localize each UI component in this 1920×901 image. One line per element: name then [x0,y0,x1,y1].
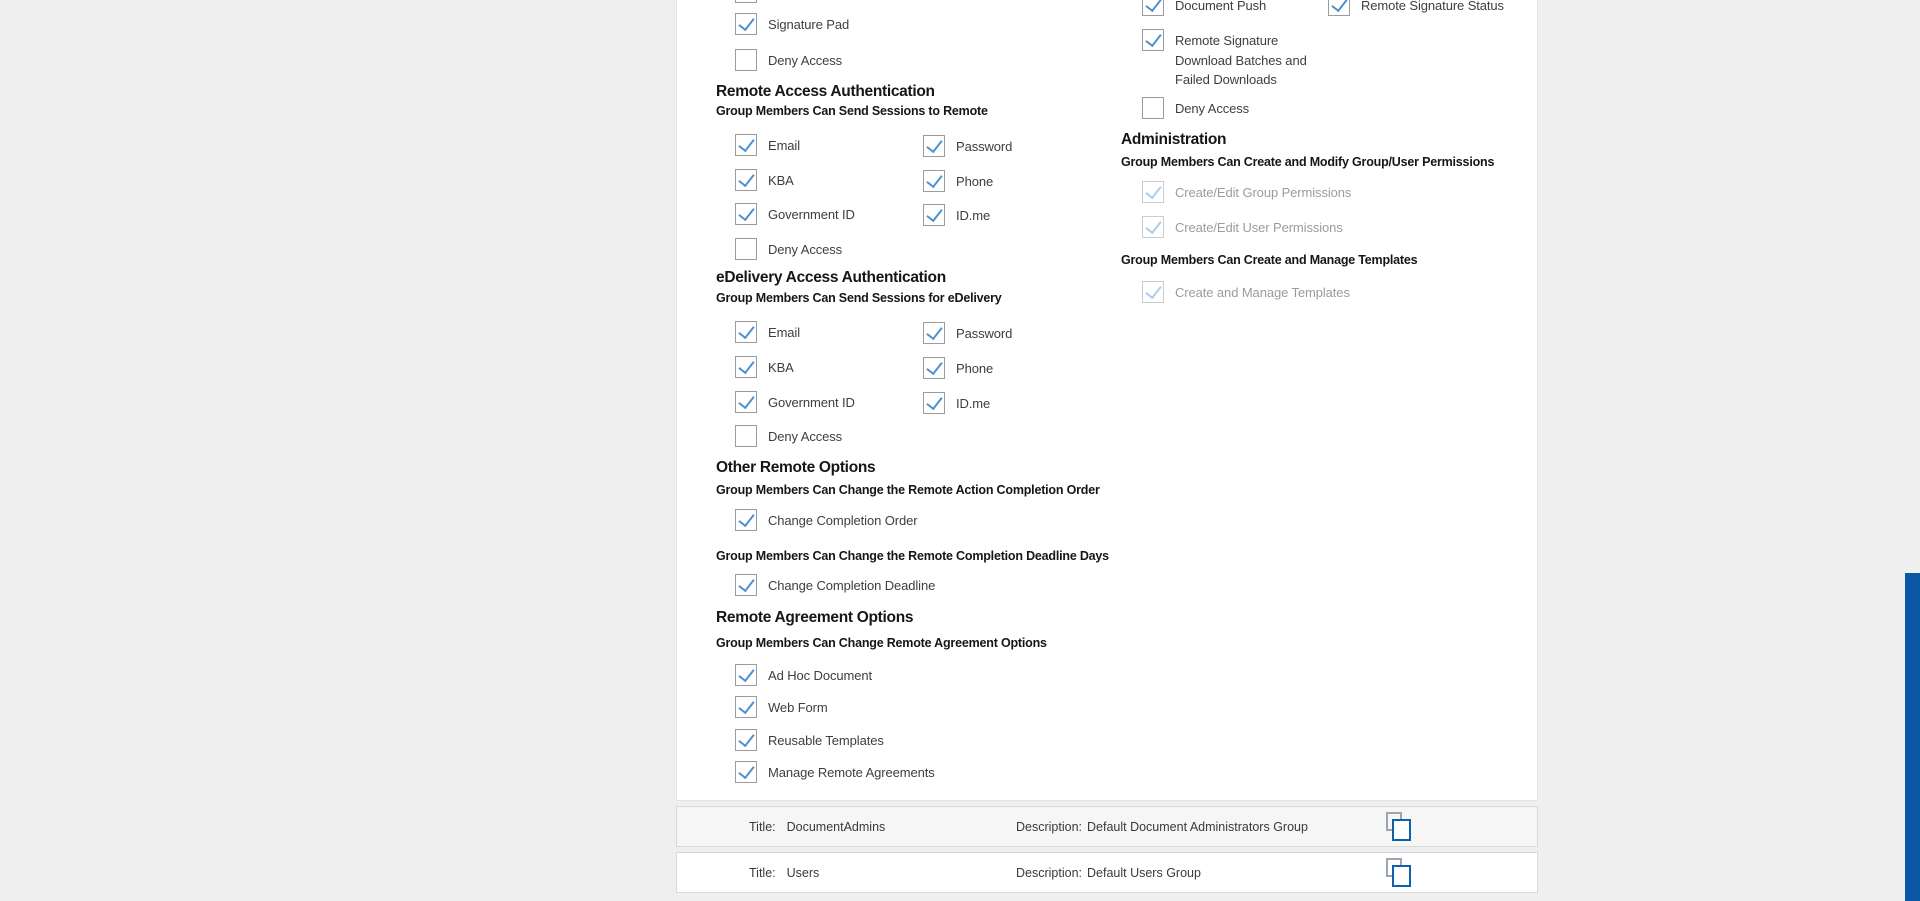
checkbox-row-phone [923,170,993,192]
checkbox[interactable] [923,322,945,344]
description-label: Description: [1016,865,1082,880]
copy-icon[interactable] [1385,858,1413,888]
checkbox-label: Manage Remote Agreements [768,764,935,780]
checkbox-label: Remote Signature Download Batches and Failed Downloads [1175,33,1307,87]
checkbox-row-deny-access [735,238,842,260]
checkbox-label: Government ID [768,206,855,222]
checkbox-row-remote-signature-download-batches [1142,29,1327,90]
group-description [1016,820,1308,834]
checkbox[interactable] [735,391,757,413]
checkbox-row-email [735,134,800,156]
checkbox-label: Email [768,137,801,153]
checkbox-row-signature-pad [735,13,849,35]
title-label: Title: [749,819,776,834]
section-subtitle: Group Members Can Create and Modify Group/User Permissions [1121,155,1495,169]
checkbox[interactable] [1142,97,1164,119]
checkbox-label: Deny Access [1175,100,1250,116]
checkbox-row-deny-access [1142,97,1249,119]
checkbox-label: Remote Signature Status [1361,0,1504,13]
checkbox[interactable] [735,13,757,35]
checkbox-label: Signature Pad [768,16,850,32]
group-title [749,820,885,834]
checkbox-label: Deny Access [768,52,843,68]
checkbox[interactable] [735,321,757,343]
checkbox-label: Password [956,138,1013,154]
copy-icon-front-page [1392,819,1411,841]
title-label: Title: [749,865,776,880]
checkbox-label: Reusable Templates [768,732,884,748]
group-title [749,866,819,880]
section-subtitle: Group Members Can Create and Manage Templates [1121,253,1418,267]
copy-icon-front-page [1392,865,1411,887]
description-value: Default Users Group [1087,865,1201,880]
checkbox[interactable] [735,425,757,447]
checkbox[interactable] [1142,0,1164,16]
section-title-remote-access-authentication: Remote Access Authentication [716,83,935,100]
checkbox-label: KBA [768,359,794,375]
checkbox[interactable] [735,761,757,783]
checkbox-label: Email [768,324,801,340]
checkbox-label: Web Form [768,699,828,715]
description-label: Description: [1016,819,1082,834]
checkbox-row-kba [735,356,794,378]
checkbox-row-change-completion-order [735,509,917,531]
checkbox[interactable] [735,134,757,156]
checkbox-label: Create/Edit Group Permissions [1175,184,1352,200]
section-title-other-remote-options: Other Remote Options [716,459,876,476]
checkbox[interactable] [923,170,945,192]
checkbox-row-government-id [735,203,855,225]
checkbox-row-change-completion-deadline [735,574,935,596]
checkbox-label: ID.me [956,395,991,411]
section-subtitle: Group Members Can Send Sessions for eDelivery [716,291,1002,305]
scrollbar-thumb[interactable] [1905,573,1920,901]
checkbox-row-deny-access [735,425,842,447]
checkbox-row-password [923,322,1012,344]
checkbox-row-kba [735,169,794,191]
section-title-administration: Administration [1121,131,1227,148]
checkbox[interactable] [1142,281,1164,303]
checkbox[interactable] [923,135,945,157]
checkbox-row-phone [923,357,993,379]
checkbox-label: Document Push [1175,0,1267,13]
checkbox[interactable] [1328,0,1350,16]
checkbox[interactable] [735,169,757,191]
section-subtitle: Group Members Can Send Sessions to Remote [716,104,988,118]
checkbox-row-create-and-manage-templates [1142,281,1350,303]
checkbox[interactable] [735,696,757,718]
checkbox[interactable] [923,392,945,414]
checkbox-label: Change Completion Deadline [768,577,936,593]
checkbox-row-remote-signature-status [1328,0,1504,16]
title-value: Users [786,865,820,880]
checkbox-row-document-push [1142,0,1266,16]
checkbox[interactable] [1142,181,1164,203]
checkbox-label: Deny Access [768,241,843,257]
checkbox-label: Government ID [768,394,855,410]
checkbox-label: Password [956,325,1013,341]
checkbox-row-manage-remote-agreements [735,761,935,783]
checkbox-label: Create and Manage Templates [1175,284,1350,300]
group-row-documentadmins[interactable] [676,806,1538,847]
checkbox-label: Change Completion Order [768,512,918,528]
checkbox[interactable] [735,238,757,260]
checkbox-row-create-edit-user-permissions [1142,216,1343,238]
checkbox[interactable] [923,204,945,226]
checkbox[interactable] [735,49,757,71]
checkbox[interactable] [923,357,945,379]
section-subtitle: Group Members Can Change Remote Agreement Options [716,636,1047,650]
checkbox-row-email [735,321,800,343]
checkbox-label: Deny Access [768,428,843,444]
section-title-edelivery-access-authentication: eDelivery Access Authentication [716,269,946,286]
checkbox[interactable] [735,574,757,596]
checkbox-row-create-edit-group-permissions [1142,181,1351,203]
checkbox-row-government-id [735,391,855,413]
checkbox[interactable] [735,664,757,686]
section-subtitle: Group Members Can Change the Remote Action Completion Order [716,483,1100,497]
checkbox-label: Ad Hoc Document [768,667,872,683]
copy-icon[interactable] [1385,812,1413,842]
checkbox[interactable] [1142,216,1164,238]
checkbox-label: KBA [768,172,794,188]
checkbox-row-ad-hoc-document [735,664,872,686]
section-title-remote-agreement-options: Remote Agreement Options [716,609,914,626]
description-value: Default Document Administrators Group [1087,819,1308,834]
group-description [1016,866,1201,880]
checkbox[interactable] [735,356,757,378]
checkbox-row-idme [923,392,990,414]
checkbox[interactable] [1142,29,1164,51]
group-row-users[interactable] [676,852,1538,893]
checkbox-row-idme [923,204,990,226]
section-subtitle: Group Members Can Change the Remote Completion Deadline Days [716,549,1109,563]
checkbox-row-reusable-templates [735,729,884,751]
checkbox-row-deny-access [735,49,842,71]
title-value: DocumentAdmins [786,819,886,834]
checkbox-label: Create/Edit User Permissions [1175,219,1343,235]
checkbox-label: Phone [956,360,994,376]
checkbox[interactable] [735,729,757,751]
checkbox-row-cutoff [735,0,768,3]
checkbox[interactable] [735,509,757,531]
checkbox[interactable] [735,203,757,225]
checkbox-label: ID.me [956,207,991,223]
checkbox-row-web-form [735,696,828,718]
checkbox-row-password [923,135,1012,157]
checkbox-label: Phone [956,173,994,189]
checkbox[interactable] [735,0,757,3]
